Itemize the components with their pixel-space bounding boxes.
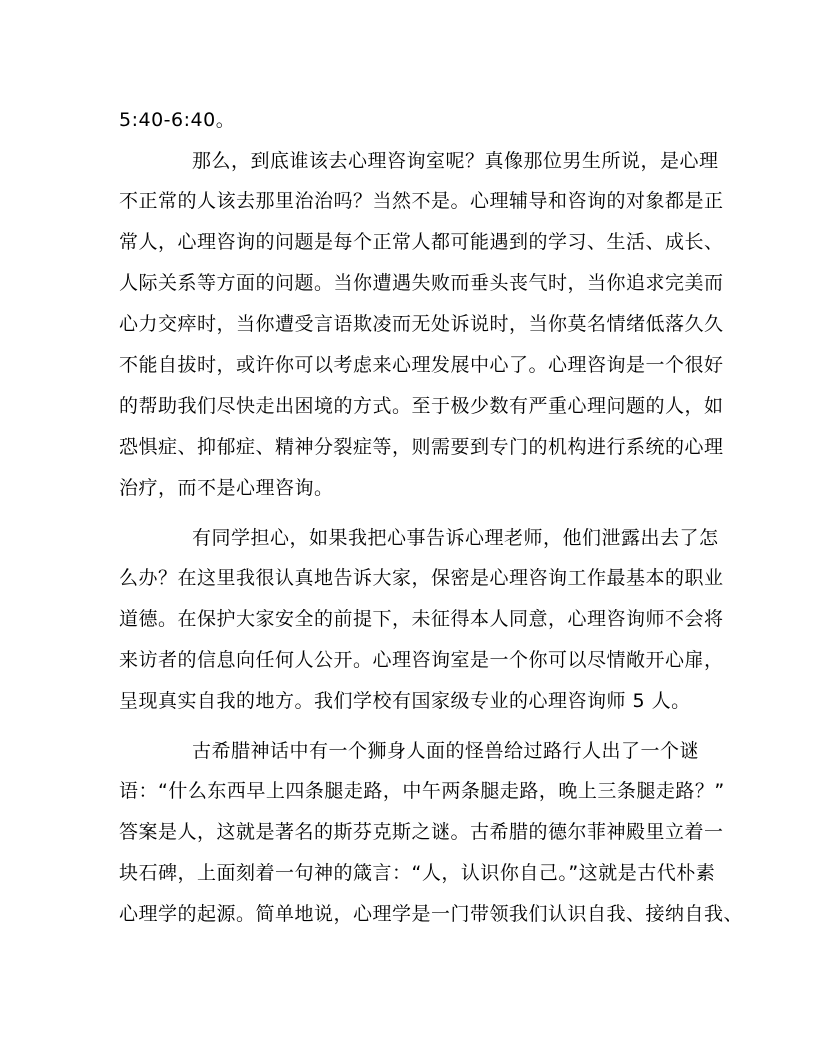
- text-line: 心理学的起源。简单地说，心理学是一门带领我们认识自我、接纳自我、: [119, 903, 744, 925]
- text-line: 不能自拔时，或许你可以考虑来心理发展中心了。心理咨询是一个很好: [119, 354, 724, 376]
- text-line: 人际关系等方面的问题。当你遭遇失败而垂头丧气时，当你追求完美而: [119, 272, 724, 294]
- paragraph-first-line: 那么，到底谁该去心理咨询室呢？真像那位男生所说，是心理: [192, 150, 719, 172]
- paragraph-first-line: 有同学担心，如果我把心事告诉心理老师，他们泄露出去了怎: [192, 527, 719, 549]
- paragraph-first-line: 古希腊神话中有一个狮身人面的怪兽给过路行人出了一个谜: [192, 740, 700, 762]
- text-line: 道德。在保护大家安全的前提下，未征得本人同意，心理咨询师不会将: [119, 608, 724, 630]
- text-line: 心力交瘁时，当你遭受言语欺凌而无处诉说时，当你莫名情绪低落久久: [119, 313, 724, 335]
- text-line: 不正常的人该去那里治治吗？当然不是。心理辅导和咨询的对象都是正: [119, 190, 724, 212]
- text-line: 答案是人，这就是著名的斯芬克斯之谜。古希腊的德尔菲神殿里立着一: [119, 821, 724, 843]
- text-line: 块石碑，上面刻着一句神的箴言：“人，认识你自己。”这就是古代朴素: [119, 862, 716, 884]
- text-line: 5:40-6:40。: [119, 109, 236, 131]
- text-line: 治疗，而不是心理咨询。: [119, 477, 334, 499]
- text-line: 呈现真实自我的地方。我们学校有国家级专业的心理咨询师 5 人。: [119, 690, 691, 712]
- text-line: 来访者的信息向任何人公开。心理咨询室是一个你可以尽情敞开心扉，: [119, 649, 724, 671]
- text-line: 恐惧症、抑郁症、精神分裂症等，则需要到专门的机构进行系统的心理: [119, 436, 724, 458]
- text-line: 常人，心理咨询的问题是每个正常人都可能遇到的学习、生活、成长、: [119, 231, 724, 253]
- text-line: 么办？在这里我很认真地告诉大家，保密是心理咨询工作最基本的职业: [119, 567, 724, 589]
- text-line: 语：“什么东西早上四条腿走路，中午两条腿走路，晚上三条腿走路？”: [119, 780, 725, 802]
- text-line: 的帮助我们尽快走出困境的方式。至于极少数有严重心理问题的人，如: [119, 395, 724, 417]
